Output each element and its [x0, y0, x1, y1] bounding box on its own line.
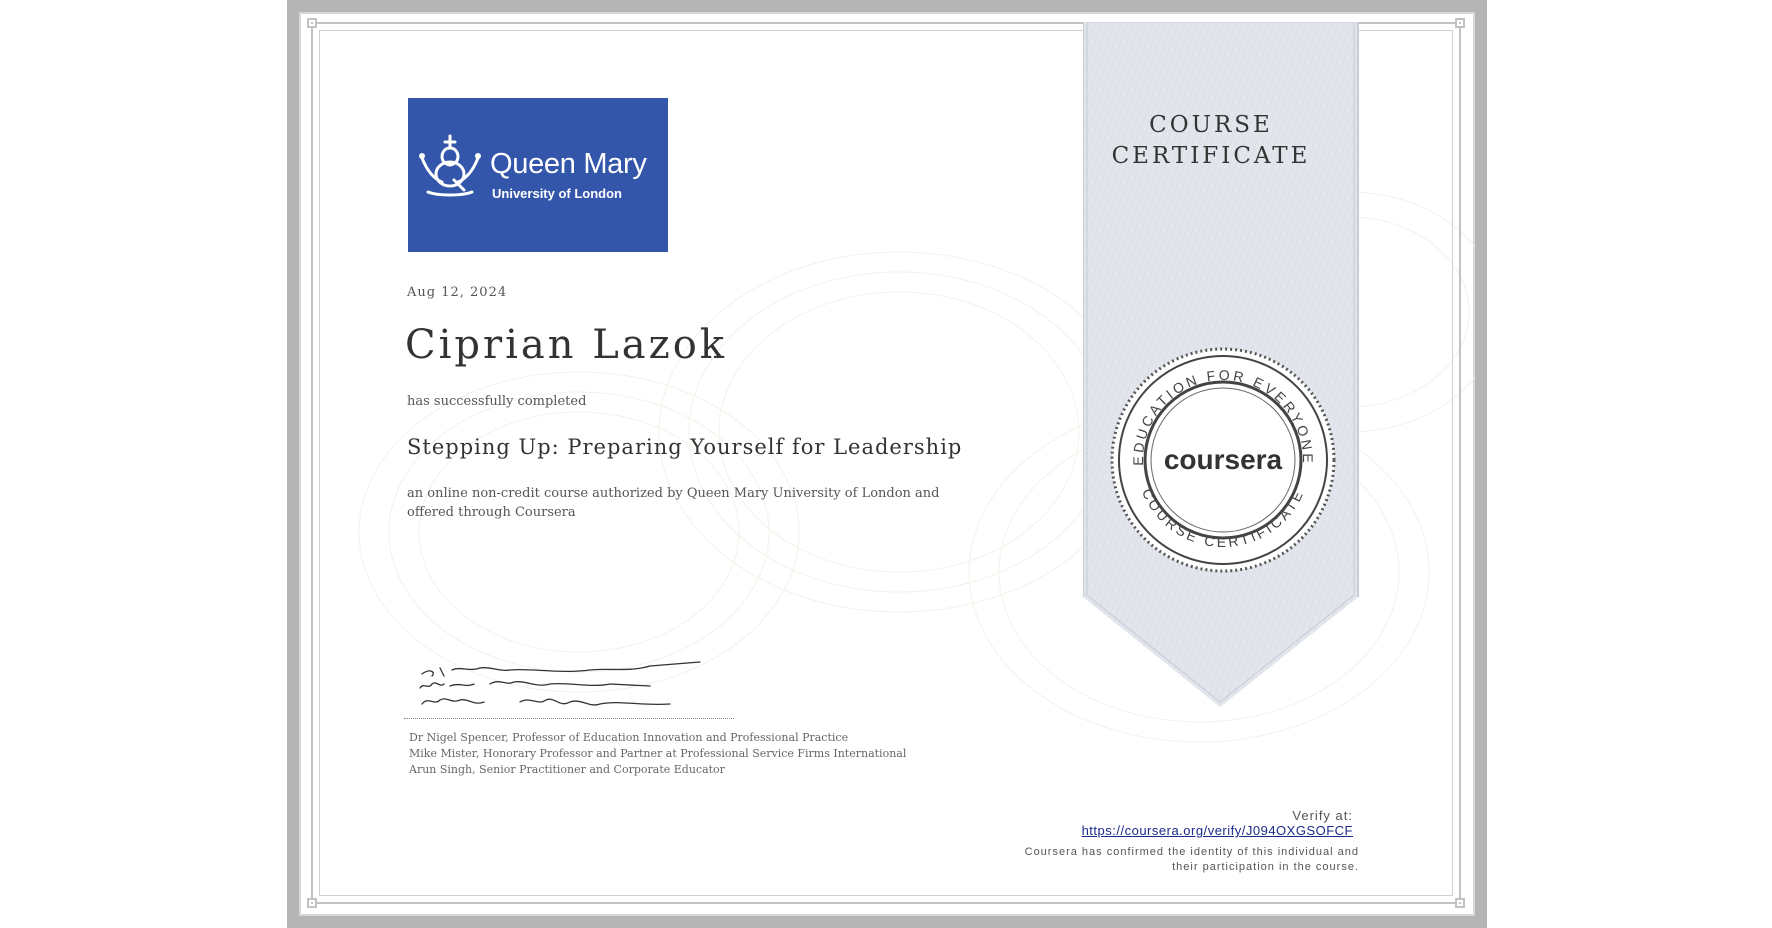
ribbon-title	[1083, 110, 1339, 172]
crown-icon	[414, 134, 486, 206]
verify-label: Verify at:	[1292, 808, 1353, 823]
signatories-list	[409, 730, 906, 778]
ribbon-title-line1: COURSE	[1149, 112, 1273, 138]
certificate-date: Aug 12, 2024	[407, 285, 508, 300]
institution-logo	[408, 98, 668, 252]
recipient-name: Ciprian Lazok	[405, 322, 728, 368]
corner-ornament-bottom-right	[1455, 898, 1465, 908]
corner-ornament-top-left	[307, 18, 317, 28]
course-description: an online non-credit course authorized by Queen Mary University of London and offered through Coursera	[407, 486, 940, 520]
verification-note-line1: Coursera has confirmed the identity of this individual and	[1024, 846, 1359, 858]
verify-link[interactable]: https://coursera.org/verify/J094OXGSOFCF	[1081, 823, 1353, 838]
corner-ornament-bottom-left	[307, 898, 317, 908]
institution-subtitle: University of London	[492, 186, 622, 201]
seal-bottom-text: COURSE CERTIFICATE	[1138, 485, 1308, 551]
institution-name: Queen Mary	[490, 148, 647, 180]
signatory-2: Mike Mister, Honorary Professor and Partner at Professional Service Firms International	[409, 747, 907, 760]
verification-note-line2: their participation in the course.	[1172, 861, 1359, 873]
signature-rule	[404, 718, 734, 719]
seal-brand-text: coursera	[1163, 444, 1283, 475]
signatory-3: Arun Singh, Senior Practitioner and Corporate Educator	[409, 763, 725, 776]
signatures-image	[410, 658, 710, 718]
ribbon-title-line2: CERTIFICATE	[1111, 143, 1311, 169]
course-title: Stepping Up: Preparing Yourself for Leadership	[407, 435, 963, 459]
verification-note	[999, 845, 1359, 875]
signatory-1: Dr Nigel Spencer, Professor of Education Innovation and Professional Practice	[409, 731, 849, 744]
seal-top-text: EDUCATION FOR EVERYONE	[1129, 366, 1317, 466]
corner-ornament-top-right	[1455, 18, 1465, 28]
coursera-seal	[1108, 345, 1338, 575]
completion-statement: has successfully completed	[407, 394, 587, 409]
